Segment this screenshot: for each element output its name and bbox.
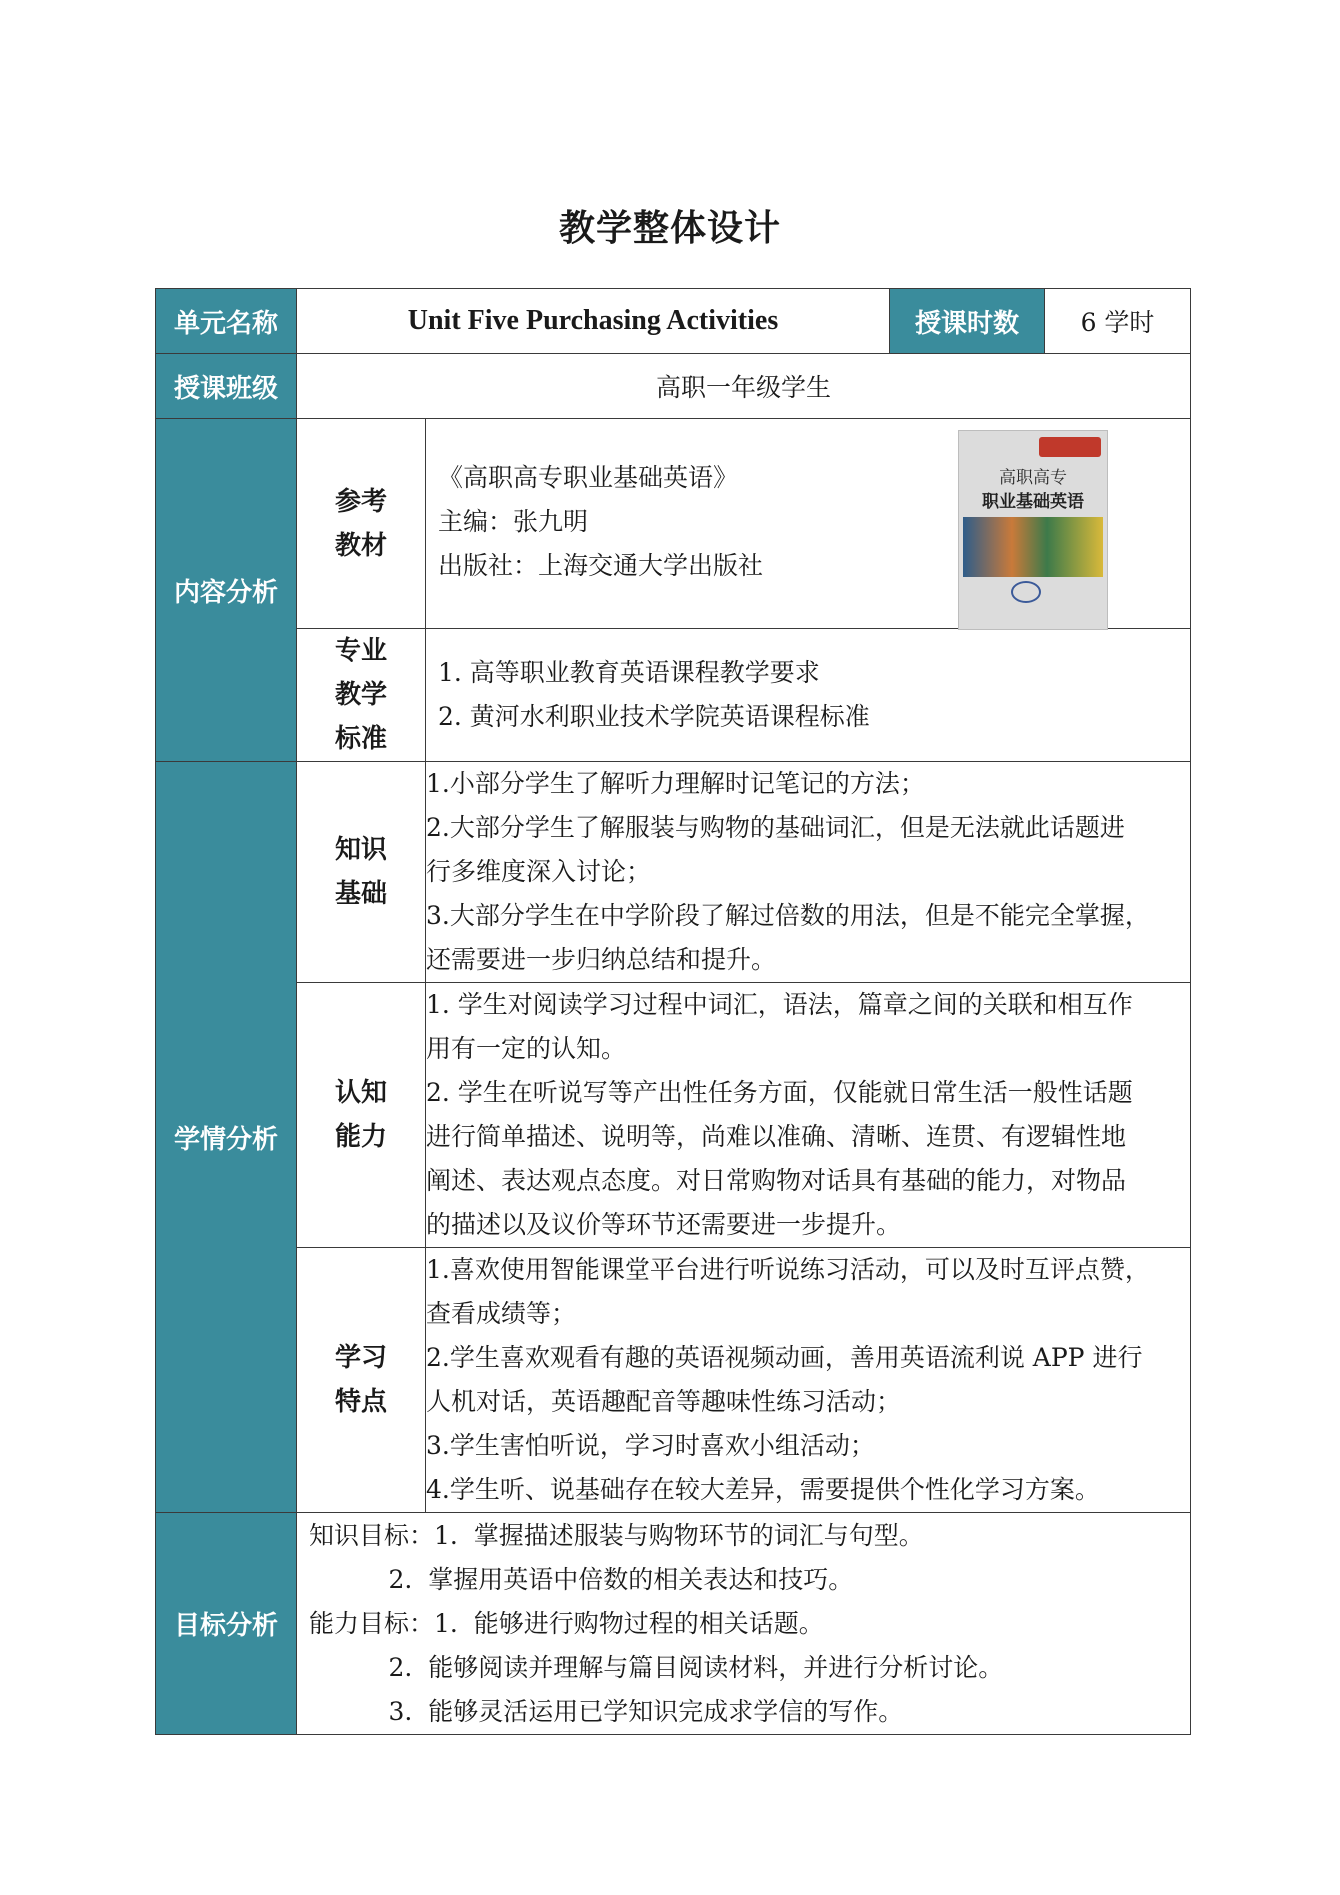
traits-line: 1.喜欢使用智能课堂平台进行听说练习活动，可以及时互评点赞， — [426, 1255, 1150, 1284]
textbook-publisher: 出版社：上海交通大学出版社 — [438, 550, 764, 580]
knowledge-line: 3.大部分学生在中学阶段了解过倍数的用法，但是不能完全掌握， — [426, 901, 1150, 930]
standards-item: 1. 高等职业教育英语课程教学要求 — [438, 658, 820, 687]
knowledge-line: 行多维度深入讨论； — [426, 857, 652, 886]
book-publisher-emblem — [1011, 581, 1041, 603]
textbook-info — [438, 456, 763, 588]
cognition-line: 用有一定的认知。 — [426, 1034, 627, 1063]
textbook-label-line: 参考 — [334, 486, 387, 517]
row-cognition — [156, 983, 1191, 1248]
textbook-label-line: 教材 — [334, 530, 387, 561]
goal-line: 2. 能够阅读并理解与篇目阅读材料，并进行分析讨论。 — [309, 1652, 1004, 1682]
cognition-line: 进行简单描述、说明等，尚难以准确、清晰、连贯、有逻辑性地 — [426, 1122, 1127, 1151]
textbook-name: 《高职高专职业基础英语》 — [438, 462, 739, 492]
goals-content — [297, 1513, 1191, 1735]
goal-line: 能力目标：1. 能够进行购物过程的相关话题。 — [309, 1608, 824, 1638]
traits-line: 3.学生害怕听说，学习时喜欢小组活动； — [426, 1431, 875, 1460]
hours-header: 授课时数 — [890, 289, 1045, 354]
knowledge-line: 还需要进一步归纳总结和提升。 — [426, 945, 777, 974]
row-unit — [156, 289, 1191, 354]
cognition-label-line: 认知 — [334, 1078, 387, 1108]
cognition-line: 的描述以及议价等环节还需要进一步提升。 — [426, 1210, 902, 1239]
unit-name-value: Unit Five Purchasing Activities — [297, 289, 890, 354]
traits-line: 2.学生喜欢观看有趣的英语视频动画，善用英语流利说 APP 进行 — [426, 1343, 1143, 1372]
traits-label-line: 学习 — [334, 1343, 387, 1373]
unit-name-header: 单元名称 — [156, 289, 297, 354]
row-goals — [156, 1513, 1191, 1735]
row-textbook — [156, 419, 1191, 629]
textbook-cell — [426, 419, 1191, 629]
content-analysis-header: 内容分析 — [156, 419, 297, 762]
traits-line: 4.学生听、说基础存在较大差异，需要提供个性化学习方案。 — [426, 1475, 1100, 1504]
standards-content — [426, 629, 1191, 762]
traits-line: 人机对话，英语趣配音等趣味性练习活动； — [426, 1387, 902, 1416]
standards-label-line: 专业 — [334, 636, 387, 666]
cognition-content — [426, 983, 1191, 1248]
standards-label — [297, 629, 426, 762]
textbook-label — [297, 419, 426, 629]
traits-label — [297, 1248, 426, 1513]
cognition-line: 1. 学生对阅读学习过程中词汇，语法，篇章之间的关联和相互作 — [426, 990, 1133, 1019]
cognition-label — [297, 983, 426, 1248]
goal-line: 3. 能够灵活运用已学知识完成求学信的写作。 — [309, 1696, 904, 1726]
cognition-label-line: 能力 — [334, 1122, 387, 1152]
knowledge-line: 2.大部分学生了解服装与购物的基础词汇，但是无法就此话题进 — [426, 813, 1125, 842]
book-cover-subtitle: 职业基础英语 — [982, 491, 1084, 512]
traits-label-line: 特点 — [334, 1387, 387, 1417]
design-table — [155, 288, 1191, 1735]
row-knowledge — [156, 762, 1191, 983]
row-traits — [156, 1248, 1191, 1513]
goal-line: 2. 掌握用英语中倍数的相关表达和技巧。 — [309, 1564, 854, 1594]
book-logo — [1039, 437, 1101, 457]
traits-content — [426, 1248, 1191, 1513]
knowledge-content — [426, 762, 1191, 983]
book-cover-image — [958, 430, 1108, 630]
standards-item: 2. 黄河水利职业技术学院英语课程标准 — [438, 702, 870, 731]
row-standards — [156, 629, 1191, 762]
goal-line: 知识目标：1. 掌握描述服装与购物环节的词汇与句型。 — [309, 1520, 924, 1550]
traits-line: 查看成绩等； — [426, 1299, 577, 1328]
goal-analysis-header: 目标分析 — [156, 1513, 297, 1735]
book-cover-photos — [963, 517, 1103, 577]
knowledge-label-line: 知识 — [334, 835, 387, 865]
cognition-line: 阐述、表达观点态度。对日常购物对话具有基础的能力，对物品 — [426, 1166, 1127, 1195]
cognition-line: 2. 学生在听说写等产出性任务方面，仅能就日常生活一般性话题 — [426, 1078, 1133, 1107]
knowledge-label-line: 基础 — [334, 879, 387, 909]
page-title: 教学整体设计 — [558, 208, 781, 249]
knowledge-label — [297, 762, 426, 983]
book-cover-title: 高职高专 — [999, 467, 1067, 488]
standards-label-line: 标准 — [334, 724, 387, 754]
class-value: 高职一年级学生 — [297, 354, 1191, 419]
class-header: 授课班级 — [156, 354, 297, 419]
textbook-editor: 主编：张九明 — [438, 506, 589, 536]
hours-value: 6 学时 — [1045, 289, 1191, 354]
knowledge-line: 1.小部分学生了解听力理解时记笔记的方法； — [426, 769, 925, 798]
standards-label-line: 教学 — [334, 680, 387, 710]
row-class — [156, 354, 1191, 419]
learner-analysis-header: 学情分析 — [156, 762, 297, 1513]
